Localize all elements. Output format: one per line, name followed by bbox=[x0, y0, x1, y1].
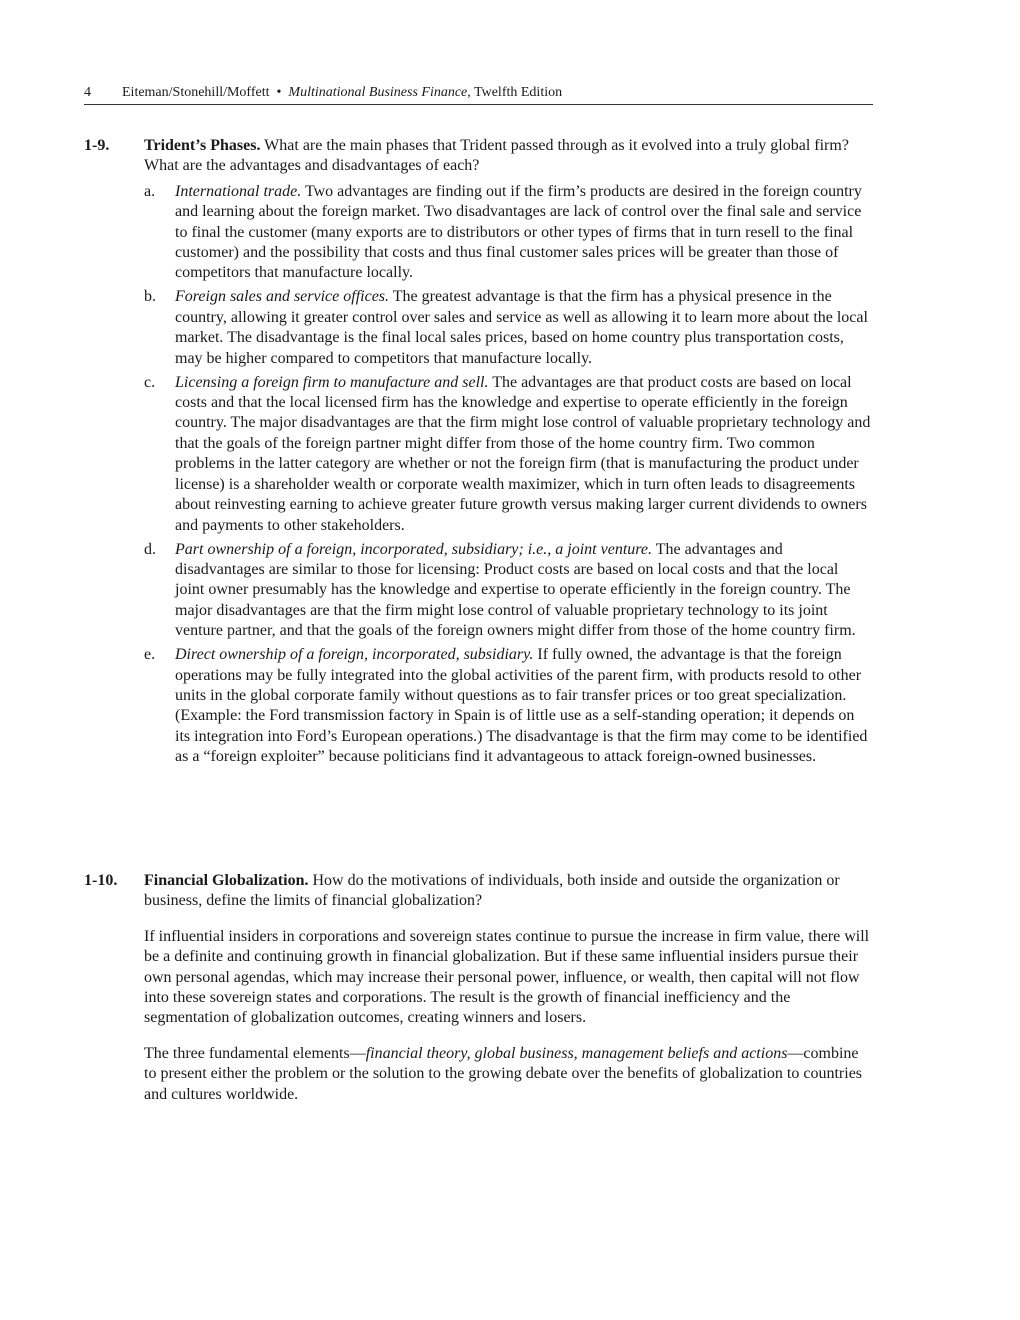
header-citation bbox=[122, 84, 562, 102]
page-number: 4 bbox=[84, 85, 91, 100]
item-body: Two advantages are finding out if the firm’s products are desired in the foreign country and learning about the foreign market. Two disadvantages are lack of control over the final sale and service to final the customer (many exports are to distributors or other types of firms that in turn resell to the final customer) and the possibility that costs and thus final customer sales prices will be greater than those of competitors that manufacture locally. bbox=[175, 182, 862, 282]
problem-number: 1-9. bbox=[84, 137, 110, 154]
problem-title: Trident’s Phases. bbox=[144, 137, 261, 154]
list-item bbox=[144, 182, 874, 284]
list-item bbox=[144, 540, 874, 642]
para-text-italic: financial theory, global business, management beliefs and actions bbox=[365, 1044, 788, 1062]
problem-number: 1-10. bbox=[84, 872, 118, 889]
para-text-after: —combine to present either the problem or the solution to the growing debate over the benefits of globalization to countries and cultures worldwide. bbox=[144, 1044, 863, 1103]
item-letter: c. bbox=[144, 373, 156, 391]
item-text bbox=[175, 373, 871, 536]
question-text: How do the motivations of individuals, both inside and outside the organization or business, define the limits of financial globalization? bbox=[144, 872, 840, 910]
header-book-title: Multinational Business Finance, bbox=[288, 85, 471, 100]
answer-paragraph: If influential insiders in corporations and sovereign states continue to pursue the increase in firm value, there will be a definite and continuing growth in financial globalization. But if these same influential insiders pursue their own personal agendas, which may increase their personal power, influence, or wealth, then capital will not flow into these sovereign states and corporations. The result is the growth of financial inefficiency and the segmentation of globalization outcomes, creating winners and losers. bbox=[144, 927, 870, 1027]
answer-list bbox=[144, 182, 874, 768]
item-letter: b. bbox=[144, 288, 156, 306]
problem-question bbox=[144, 136, 874, 177]
list-item bbox=[144, 373, 874, 536]
item-body: The greatest advantage is that the firm has a physical presence in the country, allowing it greater control over sales and service as well as allowing it to learn more about the local market. The disadvantage is the final local sales prices, based on home country plus transportation costs, may be higher compared to competitors that manufacture locally. bbox=[175, 288, 868, 367]
answer-paragraph bbox=[144, 1044, 872, 1105]
item-lead: International trade. bbox=[175, 182, 302, 200]
problem-title: Financial Globalization. bbox=[144, 872, 309, 889]
item-letter: e. bbox=[144, 646, 156, 664]
header-authors: Eiteman/Stonehill/Moffett bbox=[122, 85, 270, 100]
item-text bbox=[175, 287, 871, 369]
item-text bbox=[175, 182, 871, 284]
para-text-before: The three fundamental elements— bbox=[144, 1044, 366, 1062]
item-lead: Part ownership of a foreign, incorporated, subsidiary; i.e., a joint venture. bbox=[175, 540, 652, 558]
header-edition: Twelfth Edition bbox=[474, 85, 563, 100]
list-item bbox=[144, 287, 874, 369]
item-text bbox=[175, 645, 871, 767]
item-letter: d. bbox=[144, 540, 156, 558]
problem-body bbox=[144, 871, 874, 1105]
item-lead: Foreign sales and service offices. bbox=[175, 288, 390, 306]
header-bullet: • bbox=[276, 85, 282, 100]
item-body: The advantages and disadvantages are similar to those for licensing: Product costs are based on local costs and that the local joint owner presumably has the knowledge and expertise to operate efficiently in the foreign country. The major disadvantages are that the firm might lose control of valuable proprietary technology to its joint venture partner, and that the goals of the foreign owners might differ from those of the home country firm. bbox=[175, 540, 856, 640]
item-lead: Licensing a foreign firm to manufacture and sell. bbox=[175, 373, 489, 391]
list-item bbox=[144, 645, 874, 767]
running-header bbox=[84, 84, 873, 105]
item-lead: Direct ownership of a foreign, incorporated, subsidiary. bbox=[175, 646, 534, 664]
item-body: The advantages are that product costs are based on local costs and that the local licensed firm has the knowledge and expertise to operate efficiently in the foreign country. The major disadvantages are that the firm might lose control of valuable proprietary technology and that the goals of the foreign partner might differ from those of the home country firm. Two common problems in the latter category are whether or not the foreign firm (that is manufacturing the product under license) is a shareholder wealth or corporate wealth maximizer, which in turn often leads to disagreements about reinvesting earning to achieve greater future growth versus making larger current dividends to owners and payments to other stakeholders. bbox=[175, 373, 871, 534]
item-letter: a. bbox=[144, 182, 156, 200]
problem-question bbox=[144, 871, 874, 912]
problem-body bbox=[144, 136, 874, 771]
question-text: What are the main phases that Trident passed through as it evolved into a truly global firm? What are the advantages and disadvantages of each? bbox=[144, 137, 849, 175]
item-body: If fully owned, the advantage is that the foreign operations may be fully integrated into the global activities of the parent firm, with products resold to other units in the global corporate family without questions as to fair transfer prices or too great specialization. (Example: the Ford transmission factory in Spain is of little use as a self-standing operation; it depends on its integration into Ford’s European operations.) The disadvantage is that the firm may come to be identified as a “foreign exploiter” because politicians find it advantageous to attack foreign-owned businesses. bbox=[175, 646, 868, 766]
item-text bbox=[175, 540, 871, 642]
